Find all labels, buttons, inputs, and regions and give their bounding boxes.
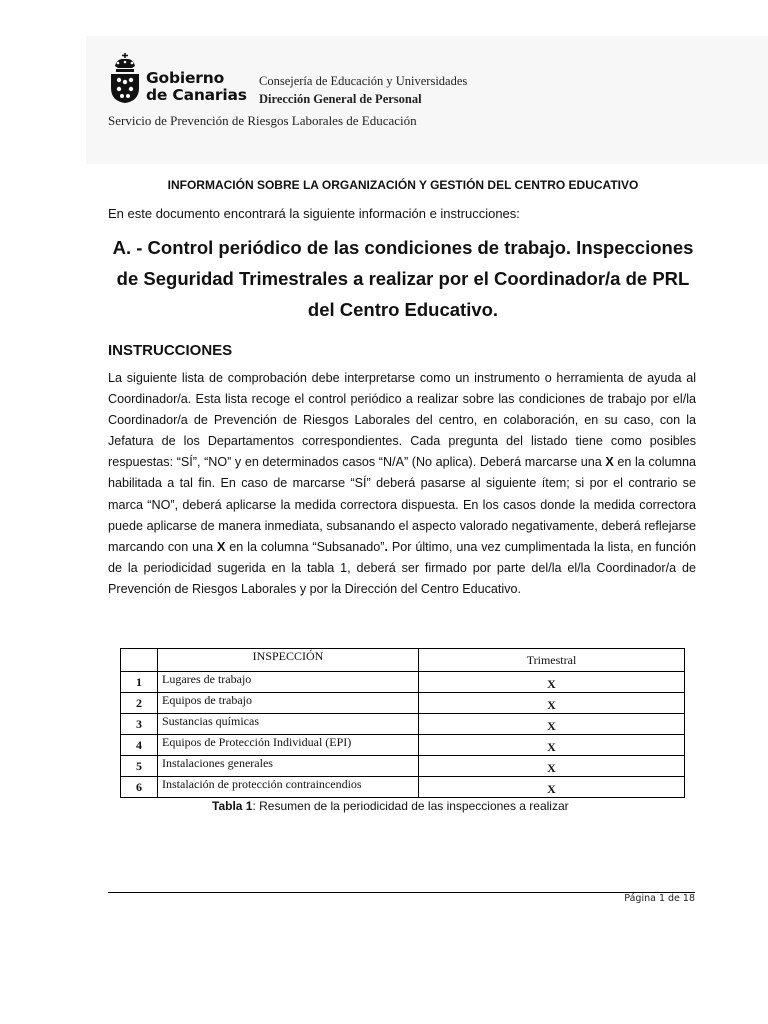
row-number: 5 [121, 756, 158, 777]
instructions-paragraph [108, 368, 696, 600]
row-inspection-name: Lugares de trabajo [158, 672, 419, 693]
row-quarterly-mark: X [419, 756, 685, 777]
row-inspection-name: Equipos de Protección Individual (EPI) [158, 735, 419, 756]
row-inspection-name: Instalación de protección contraincendios [158, 777, 419, 798]
logo-line-2: de Canarias [146, 86, 247, 104]
row-quarterly-mark: X [419, 777, 685, 798]
bold-period: . [384, 539, 388, 554]
instructions-heading: INSTRUCCIONES [108, 342, 233, 359]
row-number: 2 [121, 693, 158, 714]
row-quarterly-mark: X [419, 672, 685, 693]
caption-text: : Resumen de la periodicidad de las inspecciones a realizar [252, 799, 569, 813]
inspection-table [120, 648, 685, 798]
table-row [121, 756, 685, 777]
table-row [121, 672, 685, 693]
table-row [121, 777, 685, 798]
header-inspection: INSPECCIÓN [158, 649, 419, 672]
header-num [121, 649, 158, 672]
coat-of-arms-icon [108, 52, 142, 106]
caption-label: Tabla 1 [212, 799, 253, 813]
table-row [121, 735, 685, 756]
document-title: INFORMACIÓN SOBRE LA ORGANIZACIÓN Y GESTIÓN DEL CENTRO EDUCATIVO [167, 178, 639, 192]
row-quarterly-mark: X [419, 735, 685, 756]
row-quarterly-mark: X [419, 693, 685, 714]
table-caption [212, 799, 569, 813]
table-row [121, 693, 685, 714]
header-quarterly: Trimestral [419, 649, 685, 672]
instructions-text-3: en la columna “Subsanado” [229, 539, 385, 554]
instructions-text-4: Por último, una vez cumplimentada la lista, en función de la periodicidad sugerida en la tabla 1, deberá ser firmado por parte del/la el/la Coordinador/a de Prevención de Riesgos Laborales y por la Dirección del Centro Educativo. [108, 539, 696, 596]
row-quarterly-mark: X [419, 714, 685, 735]
table-row [121, 714, 685, 735]
row-number: 6 [121, 777, 158, 798]
directorate-name: Dirección General de Personal [259, 92, 422, 106]
section-heading: A. - Control periódico de las condiciones de trabajo. Inspecciones de Seguridad Trimestrales a realizar por el Coordinador/a de PRL del Centro Educativo. [112, 237, 694, 320]
page-number: Página 1 de 18 [624, 893, 695, 904]
row-inspection-name: Instalaciones generales [158, 756, 419, 777]
intro-text: En este documento encontrará la siguiente información e instrucciones: [108, 206, 520, 221]
service-name: Servicio de Prevención de Riesgos Laborales de Educación [108, 113, 417, 128]
instructions-text-1: La siguiente lista de comprobación debe interpretarse como un instrumento o herramienta de ayuda al Coordinador/a. Esta lista recoge el control periódico a realizar sobre las condiciones de trabajo por el/la Coordinador/a de Prevención de Riesgos Laborales del centro, en colaboración, en su caso, con la Jefatura de los Departamentos correspondientes. Cada pregunta del listado tiene como posibles respuestas: “SÍ”, “NO” y en determinados casos “N/A” (No aplica). Deberá marcarse una [108, 371, 696, 470]
department-block [259, 72, 467, 108]
row-number: 3 [121, 714, 158, 735]
department-name: Consejería de Educación y Universidades [259, 74, 468, 88]
row-inspection-name: Equipos de trabajo [158, 693, 419, 714]
logo-line-1: Gobierno [146, 69, 225, 87]
row-number: 4 [121, 735, 158, 756]
row-number: 1 [121, 672, 158, 693]
mark-x-2: X [217, 539, 226, 554]
mark-x-1: X [605, 455, 614, 470]
table-header-row [121, 649, 685, 672]
instructions-text-2: en la columna habilitada a tal fin. En caso de marcarse “SÍ” deberá pasarse al siguiente ítem; si por el contrario se marca “NO”, deberá aplicarse la medida correctora dispuesta. En los casos donde la medida correctora puede aplicarse de manera inmediata, subsanando el aspecto valorado negativamente, deberá reflejarse marcando con una [108, 455, 696, 554]
logo-wordmark [146, 70, 247, 104]
row-inspection-name: Sustancias químicas [158, 714, 419, 735]
